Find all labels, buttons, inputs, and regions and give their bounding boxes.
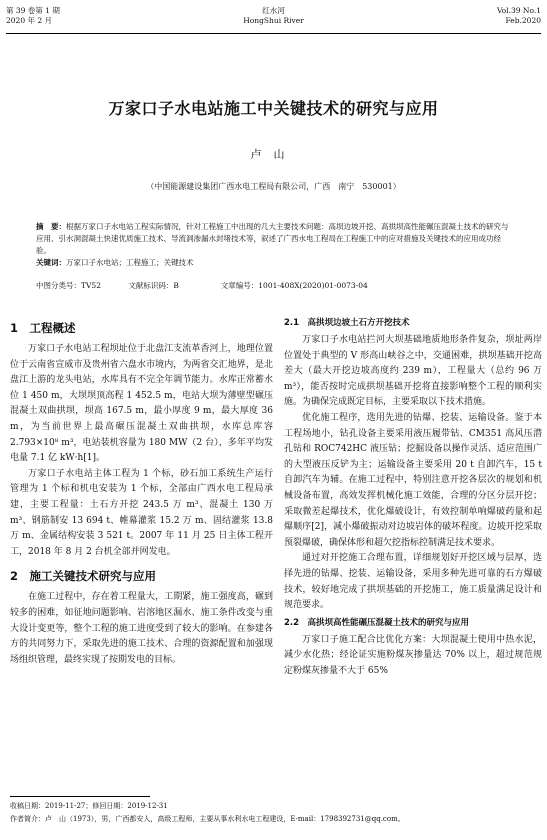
author-bio: 作者简介：卢 山（1973），男，广西都安人，高级工程师，主要从事水利水电工程建设，E-mail：1798392731@qq.com。 (10, 815, 405, 823)
section-2-2-heading: 2.2 高拱坝高性能碾压混凝土技术的研究与应用 (284, 617, 470, 628)
header-center (6, 6, 541, 26)
right-column (284, 316, 542, 679)
section-2-1-heading: 2.1 高拱坝边坡土石方开挖技术 (284, 318, 410, 328)
volume-issue: 第 39 卷第 1 期 (6, 6, 60, 15)
issue-date-en: Feb.2020 (505, 16, 541, 25)
keywords-label: 关键词： (36, 258, 66, 267)
keywords-line (36, 257, 514, 269)
abstract-paragraph (36, 221, 514, 257)
received-date: 收稿日期：2019-11-27；修回日期：2019-12-31 (10, 802, 168, 810)
section-2-1-paragraph-3: 通过对开挖施工合理布置，详细规划好开挖区域与层厚，选择先进的钻爆、挖装、运输设备，采用多种先进可靠的石方爆破技术，较好地完成了拱坝基础的开挖施工，施工质量满足设计和规范要求。 (284, 553, 542, 611)
issue-date: 2020 年 2 月 (6, 16, 53, 25)
section-2-2-paragraph-1: 万家口子施工配合比优化方案：大坝混凝土使用中热水泥，减少水化热；经论证实施粉煤灰掺量达 70% 以上，超过规范规定粉煤灰掺量不大于 65% (284, 634, 542, 676)
running-header (6, 6, 541, 32)
keywords-text: 万家口子水电站；工程施工；关键技术 (66, 258, 194, 267)
footnote (10, 796, 540, 826)
paper-author: 卢山 (250, 148, 297, 161)
section-2-1-paragraph-2: 优化施工程序，选用先进的钻爆、挖装、运输设备。鉴于本工程场地小，钻孔设备主要采用液压履带钻、CM351 高风压潜孔钻和 ROC742HC 液压钻；挖掘设备以操作灵活、适应范围广的大型液压反铲为主；运输设备主要采用 20 t 自卸汽车，15 t 自卸汽车为辅。在施工过程中，特别注意开挖各层次的规划和机械设备布置，高效发挥机械化施工效能，合理的分区分层开挖；采取微差起爆技术，优化爆破设计，有效控制单响爆破药量和起爆顺序[2]，减小爆破振动对边坡岩体的破坏程度。边坡开挖采取预裂爆破，确保体形和超欠挖指标控制满足技术要求。 (284, 412, 542, 548)
abstract-block (36, 221, 514, 269)
section-2-1-paragraph-1: 万家口子水电站拦河大坝基础地质地形条件复杂，坝址两岸位置处于典型的 V 形高山峡谷之中，交通困难，拱坝基础开挖高差大（最大开挖边坡高度约 239 m），工程量大（总约 96 万 m³），能否按时完成拱坝基础开挖将直接影响整个工程的顺利实施。为确保完成既定目标，主要采取以下技术措施。 (284, 335, 542, 408)
clc-number: 中图分类号：TV52 (36, 281, 101, 290)
classification-line (36, 280, 514, 291)
journal-name-en: HongShui River (243, 16, 304, 25)
document-code: 文献标识码：B (128, 281, 179, 290)
section-1-paragraph-1: 万家口子水电站工程坝址位于北盘江支流革香河上，地理位置位于云南省宣威市及贵州省六盘水市境内，为两省交汇地界，是北盘江上游的龙头电站，水库具有不完全年调节能力。水库正常蓄水位 1 450 m，大坝坝顶高程 1 452.5 m，电站大坝为薄壁型碾压混凝土双曲拱坝，坝高 167.5 m，最小厚度 9 m，最大厚度 36 m，为当前世界上最高碾压混凝土双曲拱坝，水库总库容 2.793×10⁸ m³，电站装机容量为 180 MW（2 台），多年平均发电量 7.1 亿 kW·h[1]。 (10, 344, 273, 464)
abstract-text: 根据万家口子水电站工程实际情况，针对工程施工中出现的几大主要技术问题：高坝边坡开挖、高拱坝高性能碾压混凝土技术的研究与应用、引水洞混凝土快速优质施工技术、导流洞渗漏水封堵技术等，叙述了广西水电工程局在工程施工中的应对措施及关键技术的应用成功经验。 (36, 222, 509, 255)
paper-title: 万家口子水电站施工中关键技术的研究与应用 (108, 99, 439, 118)
author-affiliation: （中国能源建设集团广西水电工程局有限公司，广西 南宁 530001） (146, 182, 401, 191)
section-2-paragraph-1: 在施工过程中，存在着工程量大，工期紧，施工强度高，碾到较多的困难，如征地问题影响、岩溶地区漏水、施工条件改变与重大设计变更等，整个工程的施工进度受到了较大的影响。在参建各方的共同努力下，采取先进的施工技术、合理的资源配置和加强现场组织管理，最终实现了按期发电的目标。 (10, 592, 273, 665)
section-2-heading: 2 施工关键技术研究与应用 (10, 569, 157, 584)
section-1-heading: 1 工程概述 (10, 321, 76, 335)
article-number: 文章编号：1001-408X(2020)01-0073-04 (220, 281, 368, 290)
header-rule (6, 33, 541, 34)
footnote-rule (10, 796, 150, 797)
abstract-label: 摘 要： (36, 222, 66, 231)
section-1-paragraph-2: 万家口子水电站主体工程为 1 个标，砂石加工系统生产运行管理为 1 个标和机电安装为 1 个标，全部由广西水电工程局承建，主要工程量：土石方开挖 243.5 万 m³、混凝土 130 万 m³、钢筋制安 13 694 t、帷幕灌浆 15.2 万 m、固结灌浆 13.8 万 m、金属结构安装 3 521 t。2007 年 11 月 25 日主体工程开工，2018 年 8 月 2 台机全部并网发电。 (10, 468, 273, 557)
volume-issue-en: Vol.39 No.1 (496, 6, 541, 15)
left-column (10, 316, 273, 668)
header-right (497, 6, 541, 26)
journal-name-cn: 红水河 (262, 6, 285, 15)
